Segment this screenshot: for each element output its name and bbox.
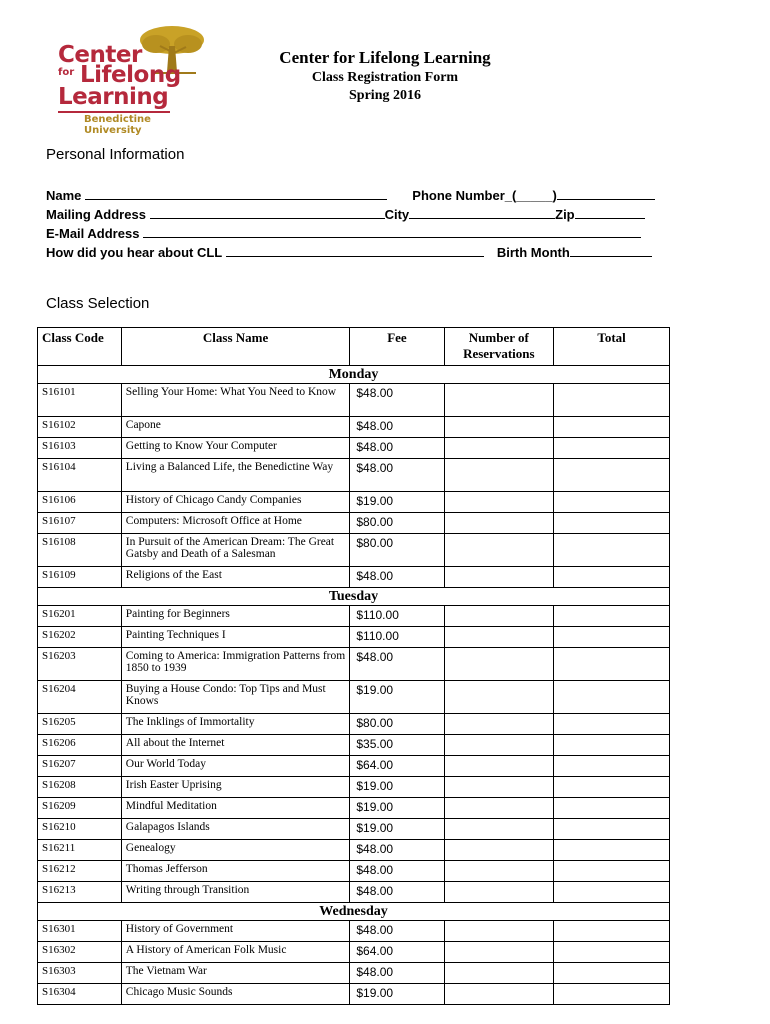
table-row <box>38 384 670 417</box>
total-input-cell[interactable] <box>554 417 670 438</box>
class-code-cell: S16205 <box>38 714 122 735</box>
table-row <box>38 735 670 756</box>
class-name-cell: Buying a House Condo: Top Tips and Must Knows <box>121 681 350 714</box>
day-row <box>38 903 670 921</box>
class-code-cell: S16304 <box>38 984 122 1005</box>
table-row <box>38 438 670 459</box>
class-name-cell: Writing through Transition <box>121 882 350 903</box>
mailing-label: Mailing Address <box>46 207 146 222</box>
total-input-cell[interactable] <box>554 984 670 1005</box>
logo-for: for <box>58 67 75 78</box>
class-code-cell: S16106 <box>38 492 122 513</box>
class-code-cell: S16102 <box>38 417 122 438</box>
class-code-cell: S16104 <box>38 459 122 492</box>
fee-cell: $80.00 <box>350 534 444 567</box>
table-row <box>38 417 670 438</box>
zip-label: Zip <box>555 207 575 222</box>
table-row <box>38 681 670 714</box>
fee-cell: $48.00 <box>350 882 444 903</box>
fee-cell: $48.00 <box>350 438 444 459</box>
class-code-cell: S16209 <box>38 798 122 819</box>
class-code-cell: S16213 <box>38 882 122 903</box>
reservations-input-cell[interactable] <box>444 648 554 681</box>
total-input-cell[interactable] <box>554 384 670 417</box>
total-input-cell[interactable] <box>554 648 670 681</box>
class-name-cell: Capone <box>121 417 350 438</box>
total-input-cell[interactable] <box>554 681 670 714</box>
fee-cell: $19.00 <box>350 681 444 714</box>
fee-cell: $19.00 <box>350 984 444 1005</box>
col-class-name: Class Name <box>121 328 350 366</box>
table-row <box>38 798 670 819</box>
name-field[interactable] <box>85 187 387 200</box>
class-name-cell: Religions of the East <box>121 567 350 588</box>
class-name-cell: Getting to Know Your Computer <box>121 438 350 459</box>
logo-divider <box>58 111 170 113</box>
table-row <box>38 942 670 963</box>
phone-label: Phone Number_(_____) <box>412 188 557 203</box>
reservations-input-cell[interactable] <box>444 984 554 1005</box>
class-code-cell: S16301 <box>38 921 122 942</box>
fee-cell: $64.00 <box>350 756 444 777</box>
day-row <box>38 588 670 606</box>
class-code-cell: S16207 <box>38 756 122 777</box>
logo-university <box>84 115 151 136</box>
form-subtitle: Class Registration Form <box>311 70 459 85</box>
class-name-cell: Irish Easter Uprising <box>121 777 350 798</box>
reservations-input-cell[interactable] <box>444 567 554 588</box>
reservations-input-cell[interactable] <box>444 459 554 492</box>
personal-info-heading: Personal Information <box>46 146 185 163</box>
class-name-cell: A History of American Folk Music <box>121 942 350 963</box>
class-selection-heading: Class Selection <box>46 295 150 312</box>
fee-cell: $64.00 <box>350 942 444 963</box>
class-code-cell: S16204 <box>38 681 122 714</box>
zip-field[interactable] <box>575 206 645 219</box>
class-name-cell: Galapagos Islands <box>121 819 350 840</box>
total-input-cell[interactable] <box>554 534 670 567</box>
total-input-cell[interactable] <box>554 963 670 984</box>
class-code-cell: S16208 <box>38 777 122 798</box>
logo-university-word: University <box>84 124 142 136</box>
fee-cell: $19.00 <box>350 819 444 840</box>
col-reservations: Number of Reservations <box>444 328 554 366</box>
class-name-cell: Thomas Jefferson <box>121 861 350 882</box>
total-input-cell[interactable] <box>554 840 670 861</box>
fee-cell: $48.00 <box>350 840 444 861</box>
logo-center: Center <box>58 42 142 68</box>
table-row <box>38 459 670 492</box>
table-row <box>38 627 670 648</box>
class-name-cell: The Inklings of Immortality <box>121 714 350 735</box>
total-input-cell[interactable] <box>554 567 670 588</box>
total-input-cell[interactable] <box>554 513 670 534</box>
fee-cell: $80.00 <box>350 714 444 735</box>
class-code-cell: S16303 <box>38 963 122 984</box>
total-input-cell[interactable] <box>554 798 670 819</box>
class-code-cell: S16210 <box>38 819 122 840</box>
birth-field[interactable] <box>570 244 652 257</box>
reservations-input-cell[interactable] <box>444 882 554 903</box>
class-name-cell: Genealogy <box>121 840 350 861</box>
reservations-input-cell[interactable] <box>444 819 554 840</box>
day-heading: Tuesday <box>38 588 670 606</box>
city-field[interactable] <box>409 206 555 219</box>
fee-cell: $110.00 <box>350 627 444 648</box>
reservations-input-cell[interactable] <box>444 492 554 513</box>
total-input-cell[interactable] <box>554 942 670 963</box>
class-name-cell: The Vietnam War <box>121 963 350 984</box>
table-row <box>38 963 670 984</box>
class-name-cell: Our World Today <box>121 756 350 777</box>
table-row <box>38 984 670 1005</box>
fee-cell: $48.00 <box>350 459 444 492</box>
total-input-cell[interactable] <box>554 756 670 777</box>
fee-cell: $48.00 <box>350 861 444 882</box>
fee-cell: $48.00 <box>350 648 444 681</box>
total-input-cell[interactable] <box>554 819 670 840</box>
class-code-cell: S16107 <box>38 513 122 534</box>
fee-cell: $110.00 <box>350 606 444 627</box>
day-row <box>38 366 670 384</box>
day-heading: Wednesday <box>38 903 670 921</box>
class-name-cell: All about the Internet <box>121 735 350 756</box>
class-code-cell: S16103 <box>38 438 122 459</box>
class-code-cell: S16101 <box>38 384 122 417</box>
class-code-cell: S16302 <box>38 942 122 963</box>
reservations-input-cell[interactable] <box>444 861 554 882</box>
fee-cell: $19.00 <box>350 492 444 513</box>
table-row <box>38 882 670 903</box>
mailing-line <box>46 206 645 222</box>
logo-learning: Learning <box>58 84 169 110</box>
reservations-input-cell[interactable] <box>444 438 554 459</box>
class-code-cell: S16203 <box>38 648 122 681</box>
reservations-input-cell[interactable] <box>444 921 554 942</box>
name-label: Name <box>46 188 82 203</box>
fee-cell: $48.00 <box>350 384 444 417</box>
table-row <box>38 840 670 861</box>
fee-cell: $48.00 <box>350 567 444 588</box>
reservations-input-cell[interactable] <box>444 777 554 798</box>
table-row <box>38 921 670 942</box>
class-code-cell: S16108 <box>38 534 122 567</box>
page-title: Center for Lifelong Learning <box>279 48 491 67</box>
class-code-cell: S16201 <box>38 606 122 627</box>
email-label: E-Mail Address <box>46 226 140 241</box>
table-row <box>38 777 670 798</box>
class-name-cell: Computers: Microsoft Office at Home <box>121 513 350 534</box>
hear-field[interactable] <box>226 244 484 257</box>
class-code-cell: S16211 <box>38 840 122 861</box>
reservations-input-cell[interactable] <box>444 384 554 417</box>
table-row <box>38 648 670 681</box>
table-body <box>38 366 670 1005</box>
reservations-input-cell[interactable] <box>444 840 554 861</box>
term-label: Spring 2016 <box>349 88 421 103</box>
table-row <box>38 756 670 777</box>
total-input-cell[interactable] <box>554 492 670 513</box>
reservations-input-cell[interactable] <box>444 714 554 735</box>
class-table <box>37 327 670 1005</box>
reservations-input-cell[interactable] <box>444 942 554 963</box>
logo-lifelong: Lifelong <box>80 62 181 88</box>
reservations-input-cell[interactable] <box>444 756 554 777</box>
total-input-cell[interactable] <box>554 882 670 903</box>
table-row <box>38 819 670 840</box>
reservations-input-cell[interactable] <box>444 513 554 534</box>
total-input-cell[interactable] <box>554 777 670 798</box>
total-input-cell[interactable] <box>554 438 670 459</box>
class-name-cell: Chicago Music Sounds <box>121 984 350 1005</box>
col-fee: Fee <box>350 328 444 366</box>
class-name-cell: History of Government <box>121 921 350 942</box>
table-row <box>38 567 670 588</box>
col-class-code: Class Code <box>38 328 122 366</box>
class-name-cell: Selling Your Home: What You Need to Know <box>121 384 350 417</box>
class-code-cell: S16202 <box>38 627 122 648</box>
class-name-cell: In Pursuit of the American Dream: The Great Gatsby and Death of a Salesman <box>121 534 350 567</box>
day-heading: Monday <box>38 366 670 384</box>
hear-label: How did you hear about CLL <box>46 245 222 260</box>
table-row <box>38 606 670 627</box>
table-row <box>38 861 670 882</box>
fee-cell: $80.00 <box>350 513 444 534</box>
total-input-cell[interactable] <box>554 459 670 492</box>
class-name-cell: Painting for Beginners <box>121 606 350 627</box>
logo-benedictine: Benedictine <box>84 114 151 125</box>
fee-cell: $48.00 <box>350 963 444 984</box>
fee-cell: $19.00 <box>350 777 444 798</box>
class-name-cell: Painting Techniques I <box>121 627 350 648</box>
total-input-cell[interactable] <box>554 627 670 648</box>
birth-label: Birth Month <box>496 245 570 260</box>
total-input-cell[interactable] <box>554 735 670 756</box>
class-code-cell: S16109 <box>38 567 122 588</box>
class-code-cell: S16212 <box>38 861 122 882</box>
total-input-cell[interactable] <box>554 606 670 627</box>
reservations-input-cell[interactable] <box>444 417 554 438</box>
class-code-cell: S16206 <box>38 735 122 756</box>
email-line <box>46 225 641 241</box>
phone-field[interactable] <box>557 187 655 200</box>
table-row <box>38 714 670 735</box>
col-total: Total <box>554 328 670 366</box>
reservations-input-cell[interactable] <box>444 798 554 819</box>
reservations-input-cell[interactable] <box>444 963 554 984</box>
class-name-cell: Living a Balanced Life, the Benedictine Way <box>121 459 350 492</box>
table-row <box>38 492 670 513</box>
fee-cell: $48.00 <box>350 417 444 438</box>
mailing-field[interactable] <box>150 206 385 219</box>
reservations-input-cell[interactable] <box>444 681 554 714</box>
class-name-cell: Mindful Meditation <box>121 798 350 819</box>
city-label: City <box>384 207 410 222</box>
reservations-input-cell[interactable] <box>444 627 554 648</box>
reservations-input-cell[interactable] <box>444 534 554 567</box>
fee-cell: $48.00 <box>350 921 444 942</box>
total-input-cell[interactable] <box>554 861 670 882</box>
fee-cell: $35.00 <box>350 735 444 756</box>
table-row <box>38 513 670 534</box>
class-name-cell: Coming to America: Immigration Patterns from 1850 to 1939 <box>121 648 350 681</box>
reservations-input-cell[interactable] <box>444 606 554 627</box>
table-header-row <box>38 328 670 366</box>
email-field[interactable] <box>143 225 641 238</box>
reservations-input-cell[interactable] <box>444 735 554 756</box>
fee-cell: $19.00 <box>350 798 444 819</box>
class-name-cell: History of Chicago Candy Companies <box>121 492 350 513</box>
hear-line <box>46 244 652 260</box>
table-row <box>38 534 670 567</box>
name-line <box>46 187 655 203</box>
total-input-cell[interactable] <box>554 921 670 942</box>
total-input-cell[interactable] <box>554 714 670 735</box>
